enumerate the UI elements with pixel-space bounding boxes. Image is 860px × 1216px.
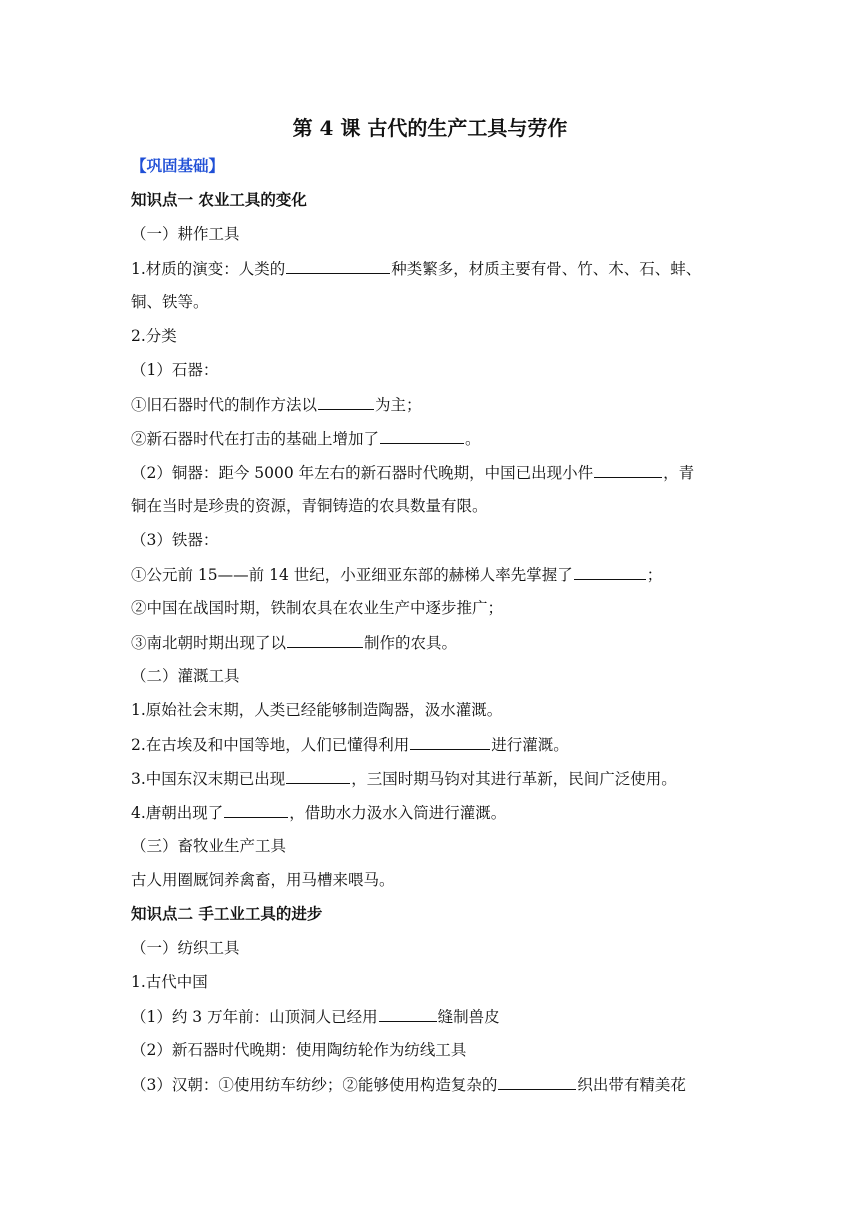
text-segment: 为主；	[375, 396, 422, 414]
text-segment: ①旧石器时代的制作方法以	[131, 396, 318, 414]
text-segment: 4.唐朝出现了	[131, 804, 224, 822]
page-title: 第 4 课 古代的生产工具与劳作	[292, 116, 568, 140]
iron-hittites	[131, 564, 741, 585]
herding-text: 古人用圈厩饲养禽畜，用马槽来喂马。	[131, 871, 395, 889]
fill-blank[interactable]	[379, 1006, 437, 1022]
text-segment: ，三国时期马钧对其进行革新，民间广泛使用。	[351, 770, 677, 788]
section-label: 【巩固基础】	[131, 156, 225, 175]
subsection-farming-tools: （一）耕作工具	[131, 225, 240, 243]
stone-new-age	[131, 428, 741, 449]
irrigation-item-2	[131, 734, 741, 755]
fill-blank[interactable]	[410, 734, 490, 750]
irrigation-item-3	[131, 768, 741, 789]
fill-blank[interactable]	[286, 768, 350, 784]
text-segment: 缝制兽皮	[437, 1008, 500, 1026]
text-segment: （3）汉朝：①使用纺车纺纱；②能够使用构造复杂的	[131, 1076, 498, 1094]
bronze-tools	[131, 462, 741, 483]
iron-southern-northern	[131, 632, 741, 653]
irrigation-item-4	[131, 802, 741, 823]
text-segment: ，青	[663, 464, 695, 482]
subsection-textile-tools: （一）纺织工具	[131, 939, 240, 957]
iron-warring-states: ②中国在战国时期，铁制农具在农业生产中逐步推广；	[131, 599, 504, 617]
textile-item-3	[131, 1074, 741, 1095]
item-classification: 2.分类	[131, 327, 177, 345]
item-ancient-china: 1.古代中国	[131, 973, 208, 991]
text-segment: （1）约 3 万年前：山顶洞人已经用	[131, 1008, 378, 1026]
paragraph-continuation: 铜、铁等。	[131, 293, 209, 311]
fill-blank[interactable]	[498, 1074, 576, 1090]
bronze-continuation: 铜在当时是珍贵的资源，青铜铸造的农具数量有限。	[131, 497, 488, 515]
text-segment: 。	[465, 430, 481, 448]
item-iron-tools: （3）铁器：	[131, 531, 219, 549]
item-stone-tools: （1）石器：	[131, 361, 219, 379]
text-segment: 种类繁多，材质主要有骨、竹、木、石、蚌、	[391, 260, 702, 278]
fill-blank[interactable]	[224, 802, 288, 818]
fill-blank[interactable]	[380, 428, 464, 444]
irrigation-item-1: 1.原始社会末期，人类已经能够制造陶器，汲水灌溉。	[131, 701, 503, 719]
text-segment: 3.中国东汉末期已出现	[131, 770, 286, 788]
subsection-irrigation-tools: （二）灌溉工具	[131, 667, 240, 685]
text-segment: （2）铜器：距今 5000 年左右的新石器时代晚期，中国已出现小件	[131, 464, 594, 482]
text-segment: ③南北朝时期出现了以	[131, 634, 287, 652]
subsection-herding-tools: （三）畜牧业生产工具	[131, 837, 287, 855]
text-segment: ，借助水力汲水入筒进行灌溉。	[289, 804, 507, 822]
text-segment: 织出带有精美花	[577, 1076, 686, 1094]
text-segment: 制作的农具。	[364, 634, 458, 652]
text-segment: ；	[646, 566, 663, 584]
text-segment: 1.材质的演变：人类的	[131, 260, 286, 278]
text-segment: 2.在古埃及和中国等地，人们已懂得利用	[131, 736, 410, 754]
text-segment: 进行灌溉。	[491, 736, 569, 754]
fill-blank[interactable]	[574, 564, 646, 580]
fill-blank[interactable]	[318, 394, 374, 410]
textile-item-1	[131, 1006, 741, 1027]
stone-old-age	[131, 394, 741, 415]
text-segment: ②新石器时代在打击的基础上增加了	[131, 430, 380, 448]
knowledge-point-1-heading: 知识点一 农业工具的变化	[131, 190, 307, 209]
knowledge-point-2-heading: 知识点二 手工业工具的进步	[131, 904, 323, 923]
fill-blank[interactable]	[286, 258, 390, 274]
textile-item-2: （2）新石器时代晚期：使用陶纺轮作为纺线工具	[131, 1041, 467, 1059]
text-segment: ①公元前 15——前 14 世纪，小亚细亚东部的赫梯人率先掌握了	[131, 566, 573, 584]
paragraph-material-evolution	[131, 258, 741, 279]
fill-blank[interactable]	[287, 632, 363, 648]
fill-blank[interactable]	[594, 462, 662, 478]
